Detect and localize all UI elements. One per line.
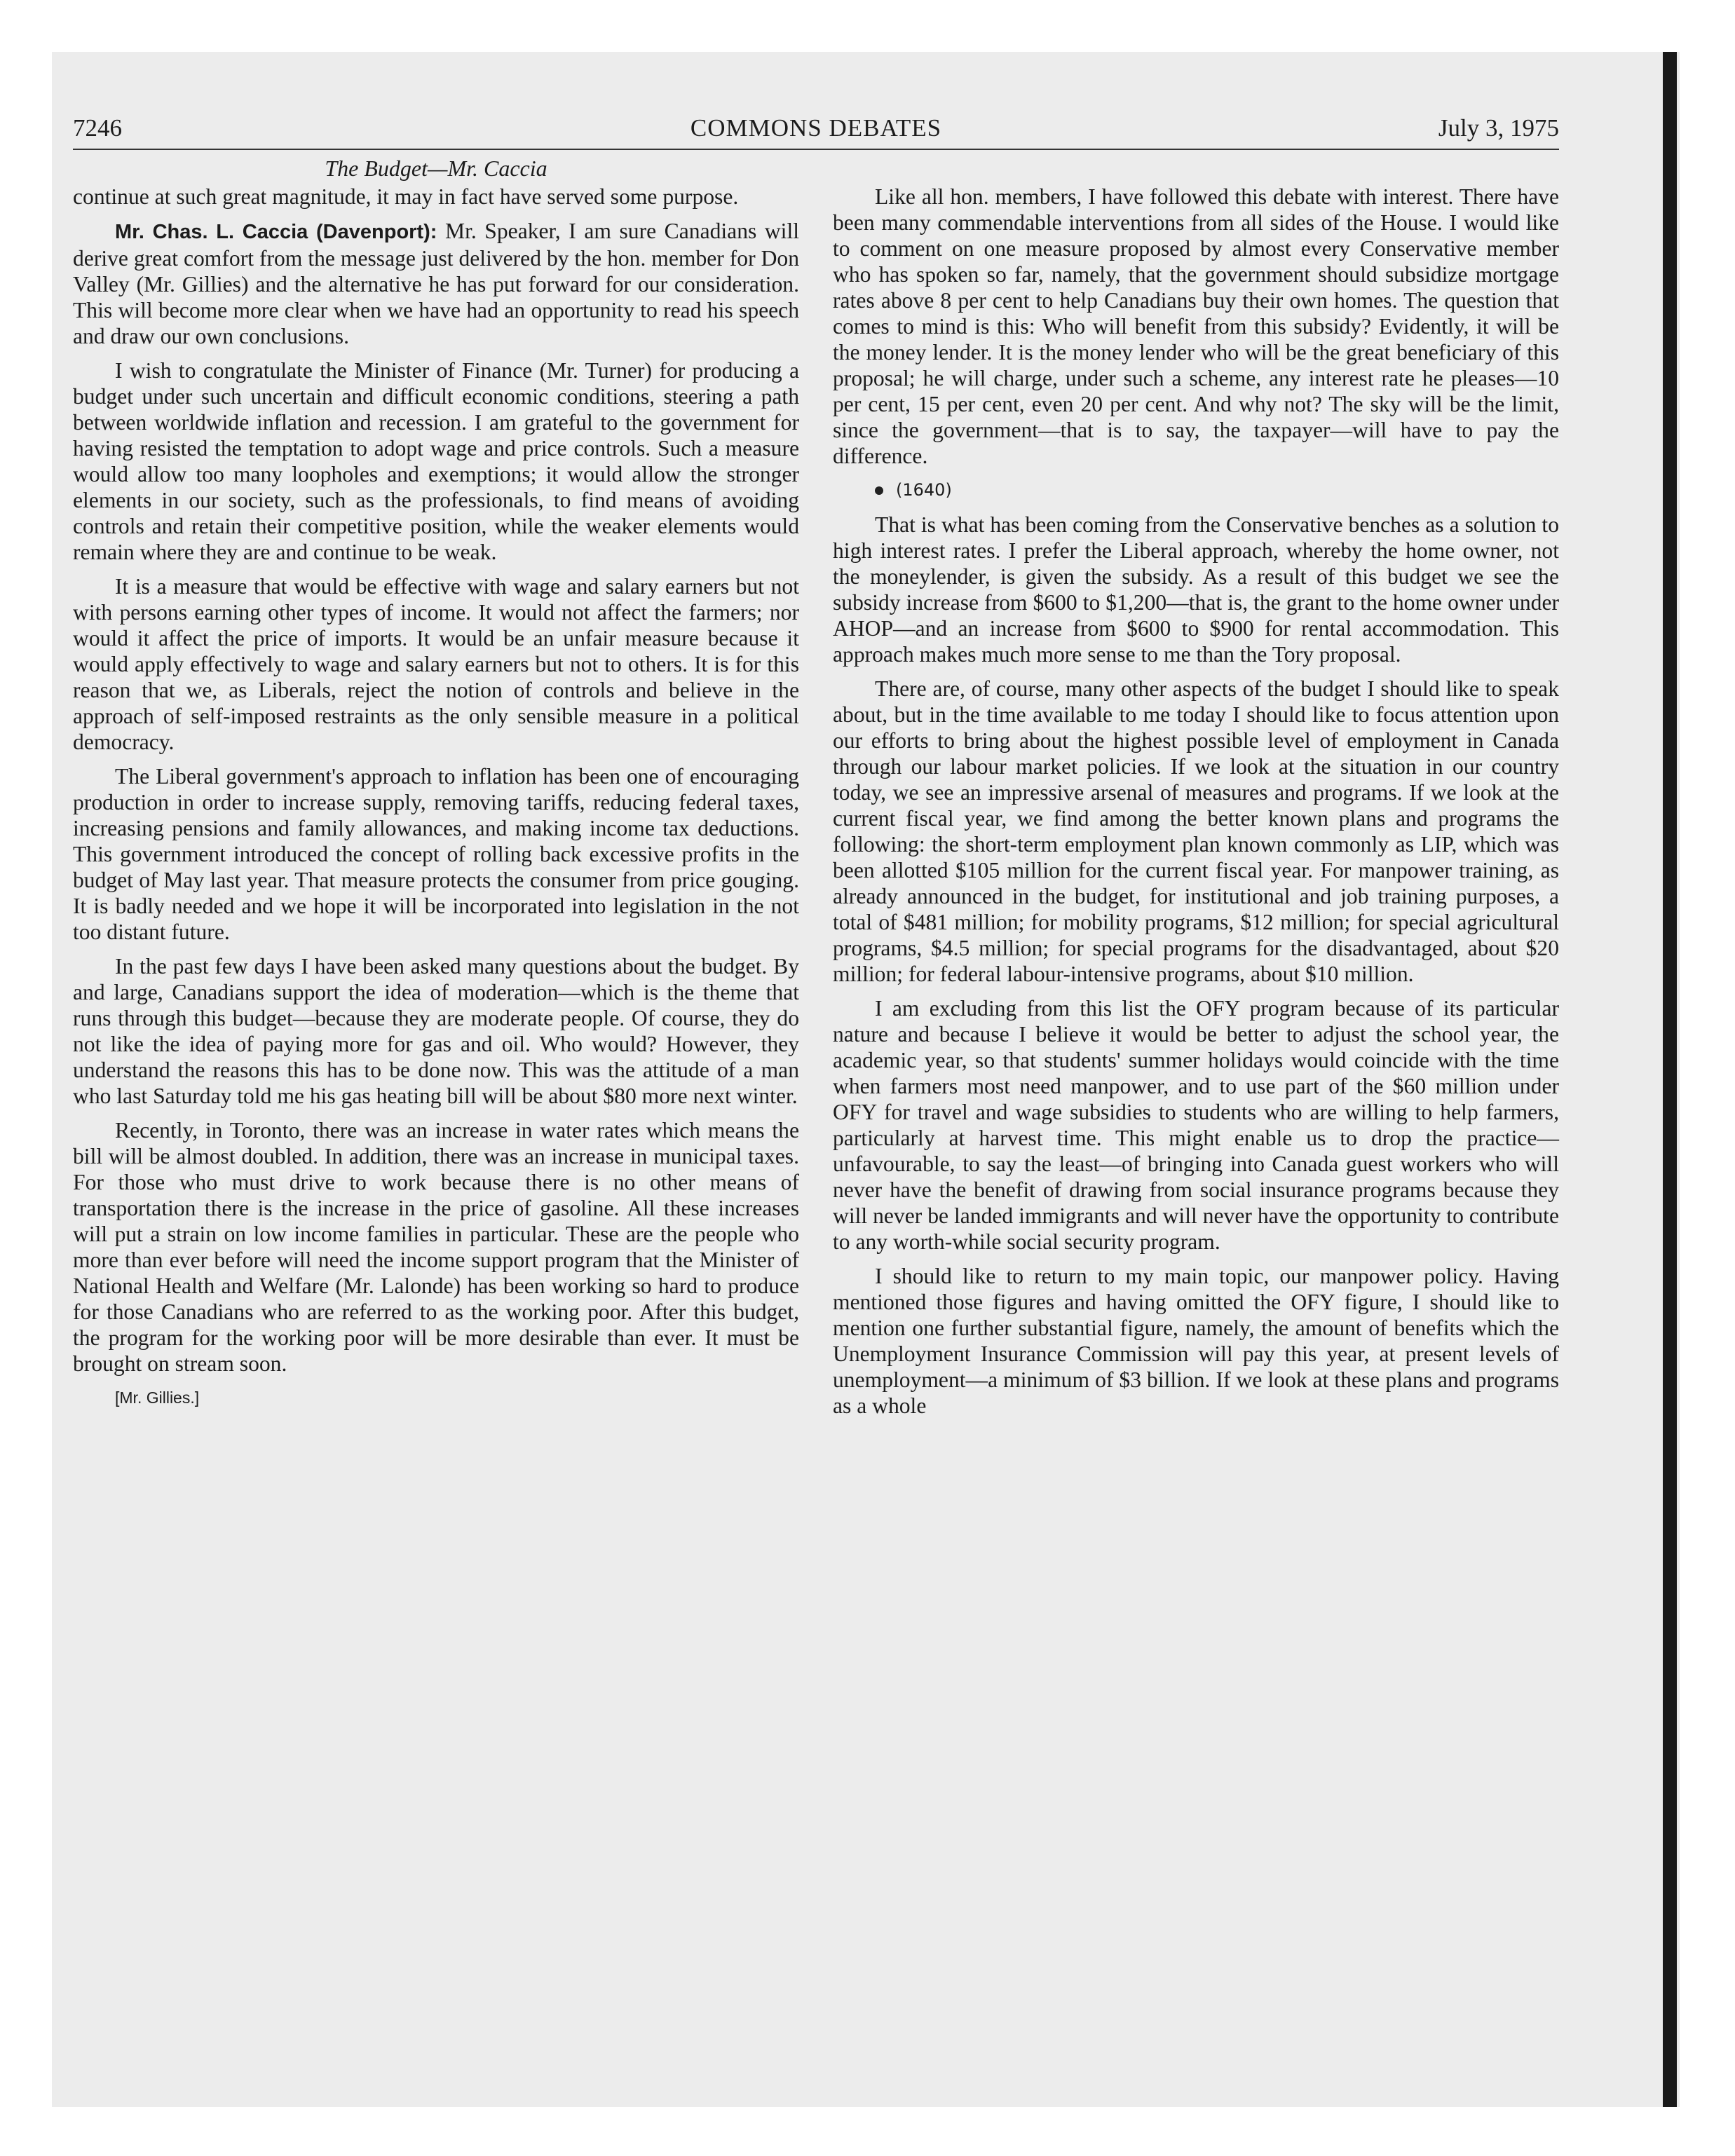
paragraph: It is a measure that would be effective with wage and salary earners but not with persons earning other types of income. It would not affect the farmers; nor would it affect the price of imports. It would be an unfair measure because it would apply effectively to wage and salary earners but not to others. It is for this reason that we, as Liberals, reject the notion of controls and believe in the approach of self-imposed restraints as the only sensible measure in a political democracy. <box>73 574 799 754</box>
paragraph: continue at such great magnitude, it may in fact have served some purpose. <box>73 184 739 209</box>
paragraph: The Liberal government's approach to inflation has been one of encouraging production in order to increase supply, removing tariffs, reducing federal taxes, increasing pensions and family allowances, and making income tax deductions. This government introduced the concept of rolling back excessive profits in the budget of May last year. That measure protects the consumer from price gouging. It is badly needed and we hope it will be incorporated into legislation in the not too distant future. <box>73 764 799 944</box>
paragraph: Recently, in Toronto, there was an increase in water rates which means the bill will be almost doubled. In addition, there was an increase in municipal taxes. For those who must drive to work because there is no other means of transportation there is the increase in the price of gasoline. All these increases will put a strain on low income families in particular. These are the people who more than ever before will need the income support program that the Minister of National Health and Welfare (Mr. Lalonde) has been working so hard to produce for those Canadians who are referred to as the working poor. After this budget, the program for the working poor will be more desirable than ever. It must be brought on stream soon. <box>73 1118 799 1376</box>
paragraph: Like all hon. members, I have followed this debate with interest. There have been many commendable interventions from all sides of the House. I would like to comment on one measure proposed by almost every Conservative member who has spoken so far, namely, that the government should subsidize mortgage rates above 8 per cent to help Canadians buy their own homes. The question that comes to mind is this: Who will benefit from this subsidy? Evidently, it will be the money lender. It is the money lender who will be the great beneficiary of this proposal; he will charge, under such a scheme, any interest rate he pleases—10 per cent, 15 per cent, even 20 per cent. And why not? The sky will be the limit, since the government—that is to say, the taxpayer—will have to pay the difference. <box>833 184 1559 468</box>
time-marker <box>833 477 1559 503</box>
page-number: 7246 <box>73 114 122 142</box>
publication-title: COMMONS DEBATES <box>690 114 942 142</box>
paragraph: I should like to return to my main topic, our manpower policy. Having mentioned those figures and having omitted the OFY figure, I should like to mention one further substantial figure, namely, the amount of benefits which the Unemployment Insurance Commission will pay this year, at present levels of unemployment—a minimum of $3 billion. If we look at these plans and programs as a whole <box>833 1264 1559 1418</box>
paragraph: In the past few days I have been asked many questions about the budget. By and large, Canadians support the idea of moderation—which is the theme that runs through this budget—because they are moderate people. Of course, they do not like the idea of paying more for gas and oil. Who would? However, they understand the reasons this has to be done now. This was the attitude of a man who last Saturday told me his gas heating bill will be about $80 more next winter. <box>73 954 799 1108</box>
paragraph: I wish to congratulate the Minister of Finance (Mr. Turner) for producing a budget under such uncertain and difficult economic conditions, steering a path between worldwide inflation and recession. I am grateful to the government for having resisted the temptation to adopt wage and price controls. Such a measure would allow too many loopholes and exemptions; it would allow the stronger elements in our society, such as the professionals, to find means of avoiding controls and retain their competitive position, while the weaker elements would remain where they are and continue to be weak. <box>73 358 799 564</box>
paragraph: I am excluding from this list the OFY program because of its particular nature and because I believe it would be better to adjust the school year, the academic year, so that students' summer holidays would coincide with the time when farmers most need manpower, and to use part of the $60 million under OFY for travel and wage subsidies to students who are willing to help farmers, particularly at harvest time. This might enable us to drop the practice—unfavourable, to say the least—of bringing into Canada guest workers who will never have the benefit of drawing from social insurance programs because they will never be landed immigrants and will never have the opportunity to contribute to any worth-while social security program. <box>833 996 1559 1254</box>
paragraph: That is what has been coming from the Conservative benches as a solution to high interest rates. I prefer the Liberal approach, whereby the home owner, not the moneylender, is given the subsidy. As a result of this budget we see the subsidy increase from $600 to $1,200—that is, the grant to the home owner under AHOP—and an increase from $600 to $900 for rental accommodation. This approach makes much more sense to me than the Tory proposal. <box>833 512 1559 667</box>
page-header <box>73 114 1559 150</box>
paragraph: There are, of course, many other aspects of the budget I should like to speak about, but in the time available to me today I should like to focus attention upon our efforts to bring about the highest possible level of employment in Canada through our labour market policies. If we look at the situation in our country today, we see an impressive arsenal of measures and programs. If we look at the current fiscal year, we find among the better known plans and programs the following: the short-term employment plan known commonly as LIP, which was been allotted $105 million for the current fiscal year. For manpower training, as already announced in the budget, for institutional and job training purposes, a total of $481 million; for mobility programs, $12 million; for special agricultural programs, $4.5 million; for special programs for the disadvantaged, about $20 million; for federal labour-intensive programs, about $10 million. <box>833 676 1559 986</box>
footer-reference: [Mr. Gillies.] <box>115 1389 200 1407</box>
speaker-name: Mr. Chas. L. Caccia (Davenport): <box>115 221 437 243</box>
publication-date: July 3, 1975 <box>1438 114 1559 142</box>
running-head: The Budget—Mr. Caccia <box>325 156 547 181</box>
time-marker-label: (1640) <box>896 480 952 500</box>
speaker-paragraph <box>73 218 799 349</box>
speaker-text: Mr. Speaker, I am sure Canadians will derive great comfort from the message just delivered by the hon. member for Don Valley (Mr. Gillies) and the alternative he has put forward for our consideration. This will become more clear when we have had an opportunity to read his speech and draw our own conclusions. <box>73 219 799 348</box>
left-column <box>73 184 799 1419</box>
page-edge-shadow <box>1663 52 1677 2107</box>
bullet-dot-icon <box>875 486 883 495</box>
right-column <box>833 184 1559 1427</box>
